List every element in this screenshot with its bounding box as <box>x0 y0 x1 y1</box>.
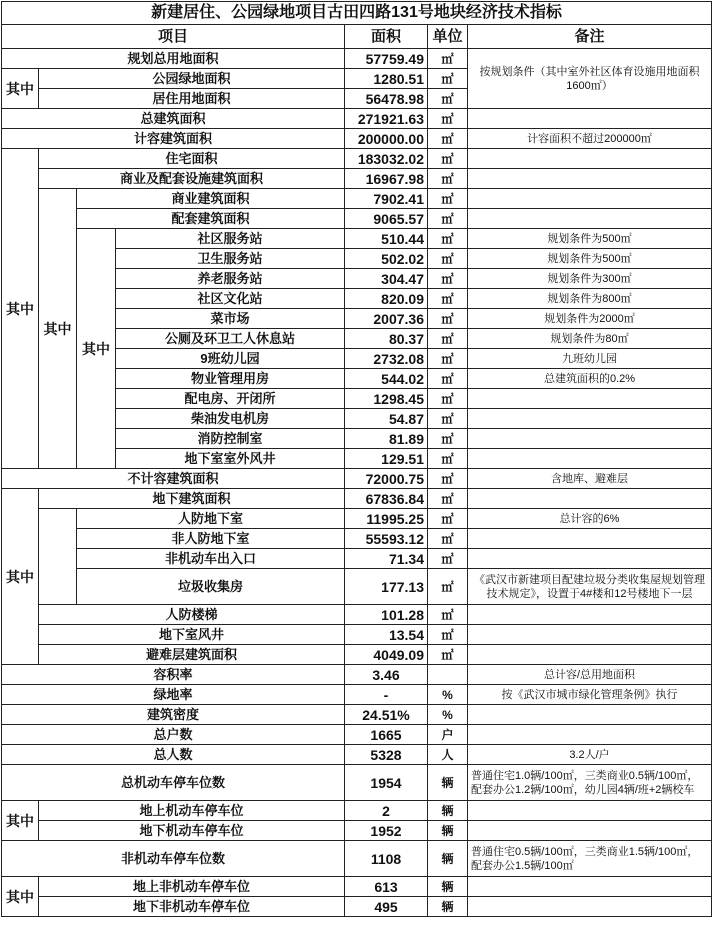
row-label: 绿地率 <box>2 685 345 705</box>
row-note-empty <box>468 149 712 169</box>
row-label: 建筑密度 <box>2 705 345 725</box>
row-unit: 人 <box>428 745 468 765</box>
row-note-empty <box>468 645 712 665</box>
row-note-empty <box>468 409 712 429</box>
row-label: 地下室室外风井 <box>116 449 345 469</box>
row-unit: ㎡ <box>428 349 468 369</box>
row-label: 地上非机动车停车位 <box>39 877 345 897</box>
row-note-empty <box>468 605 712 625</box>
row-value: 820.09 <box>345 289 428 309</box>
table-title: 新建居住、公园绿地项目古田四路131号地块经济技术指标 <box>2 2 712 25</box>
row-label: 物业管理用房 <box>116 369 345 389</box>
row-value: 3.46 <box>345 665 428 685</box>
row-value: 1298.45 <box>345 389 428 409</box>
row-note-empty <box>468 209 712 229</box>
row-note-empty <box>468 549 712 569</box>
row-value: 7902.41 <box>345 189 428 209</box>
row-value: 55593.12 <box>345 529 428 549</box>
row-label: 地下非机动车停车位 <box>39 897 345 917</box>
row-note: 含地库、避难层 <box>468 469 712 489</box>
row-label: 地上机动车停车位 <box>39 801 345 821</box>
indicator-table <box>1 1 712 917</box>
row-label: 非机动车停车位数 <box>2 841 345 877</box>
row-unit-empty <box>428 665 468 685</box>
group-label-supporting: 其中 <box>77 229 116 469</box>
row-note: 规划条件为500㎡ <box>468 229 712 249</box>
row-note: 规划条件为300㎡ <box>468 269 712 289</box>
row-unit: ㎡ <box>428 509 468 529</box>
row-note-empty <box>468 389 712 409</box>
row-unit: 辆 <box>428 765 468 801</box>
row-unit: ㎡ <box>428 229 468 249</box>
row-unit: ㎡ <box>428 309 468 329</box>
row-value: 544.02 <box>345 369 428 389</box>
row-label: 总建筑面积 <box>2 109 345 129</box>
row-unit: ㎡ <box>428 645 468 665</box>
row-value: 183032.02 <box>345 149 428 169</box>
row-note: 按规划条件（其中室外社区体育设施用地面积1600㎡） <box>468 49 712 109</box>
row-unit: 辆 <box>428 841 468 877</box>
row-value: 56478.98 <box>345 89 428 109</box>
row-label: 垃圾收集房 <box>77 569 345 605</box>
indent-spacer <box>39 509 77 605</box>
row-value: 101.28 <box>345 605 428 625</box>
row-value: 1108 <box>345 841 428 877</box>
row-unit: ㎡ <box>428 389 468 409</box>
row-note-empty <box>468 169 712 189</box>
row-value: 16967.98 <box>345 169 428 189</box>
row-value: 80.37 <box>345 329 428 349</box>
row-unit: ㎡ <box>428 189 468 209</box>
row-label: 养老服务站 <box>116 269 345 289</box>
row-value: 304.47 <box>345 269 428 289</box>
row-label: 住宅面积 <box>39 149 345 169</box>
row-unit: ㎡ <box>428 449 468 469</box>
row-value: 613 <box>345 877 428 897</box>
row-value: 71.34 <box>345 549 428 569</box>
row-note: 规划条件为500㎡ <box>468 249 712 269</box>
header-note: 备注 <box>468 25 712 49</box>
row-note: 规划条件为800㎡ <box>468 289 712 309</box>
group-label-site: 其中 <box>2 69 39 109</box>
row-unit: ㎡ <box>428 89 468 109</box>
row-unit: ㎡ <box>428 49 468 69</box>
row-value: 2732.08 <box>345 349 428 369</box>
row-value: 81.89 <box>345 429 428 449</box>
group-label-capacity: 其中 <box>2 149 39 469</box>
row-unit: ㎡ <box>428 149 468 169</box>
row-unit: ㎡ <box>428 429 468 449</box>
row-note: 规划条件为80㎡ <box>468 329 712 349</box>
row-value: 9065.57 <box>345 209 428 229</box>
row-value: 11995.25 <box>345 509 428 529</box>
row-note: 计容面积不超过200000㎡ <box>468 129 712 149</box>
row-unit: ㎡ <box>428 289 468 309</box>
row-unit: ㎡ <box>428 169 468 189</box>
row-unit: ㎡ <box>428 489 468 509</box>
row-value: 1665 <box>345 725 428 745</box>
row-value: 1280.51 <box>345 69 428 89</box>
group-label-commercial: 其中 <box>39 189 77 469</box>
row-label: 计容建筑面积 <box>2 129 345 149</box>
row-unit: % <box>428 705 468 725</box>
row-unit: ㎡ <box>428 549 468 569</box>
row-value: 1954 <box>345 765 428 801</box>
row-note-empty <box>468 821 712 841</box>
row-note-empty <box>468 109 712 129</box>
row-label: 人防楼梯 <box>39 605 345 625</box>
group-label-parking: 其中 <box>2 801 39 841</box>
row-label: 总户数 <box>2 725 345 745</box>
row-value: 200000.00 <box>345 129 428 149</box>
row-unit: % <box>428 685 468 705</box>
row-label: 菜市场 <box>116 309 345 329</box>
row-value: 510.44 <box>345 229 428 249</box>
row-value: 57759.49 <box>345 49 428 69</box>
row-note-empty <box>468 489 712 509</box>
row-label: 商业建筑面积 <box>77 189 345 209</box>
row-note-empty <box>468 801 712 821</box>
row-unit: 户 <box>428 725 468 745</box>
row-note: 普通住宅1.0辆/100㎡，三类商业0.5辆/100㎡，配套办公1.2辆/100㎡，幼儿园4辆/班+2辆校车 <box>468 765 712 801</box>
row-label: 公厕及环卫工人休息站 <box>116 329 345 349</box>
row-note: 《武汉市新建项目配建垃圾分类收集屋规划管理技术规定》，设置于4#楼和12号楼地下一层 <box>468 569 712 605</box>
row-unit: 辆 <box>428 801 468 821</box>
row-unit: ㎡ <box>428 409 468 429</box>
row-value: 5328 <box>345 745 428 765</box>
row-label: 总人数 <box>2 745 345 765</box>
row-unit: ㎡ <box>428 469 468 489</box>
row-note: 总计容/总用地面积 <box>468 665 712 685</box>
row-value: 72000.75 <box>345 469 428 489</box>
row-value: 502.02 <box>345 249 428 269</box>
row-note: 按《武汉市城市绿化管理条例》执行 <box>468 685 712 705</box>
row-unit: ㎡ <box>428 605 468 625</box>
row-label: 消防控制室 <box>116 429 345 449</box>
row-unit: ㎡ <box>428 329 468 349</box>
row-value: 13.54 <box>345 625 428 645</box>
row-label: 总机动车停车位数 <box>2 765 345 801</box>
row-note-empty <box>468 189 712 209</box>
group-label-bike-parking: 其中 <box>2 877 39 917</box>
row-value: - <box>345 685 428 705</box>
row-value: 1952 <box>345 821 428 841</box>
row-unit: ㎡ <box>428 109 468 129</box>
row-label: 社区文化站 <box>116 289 345 309</box>
row-label: 居住用地面积 <box>39 89 345 109</box>
row-unit: ㎡ <box>428 529 468 549</box>
row-label: 配电房、开闭所 <box>116 389 345 409</box>
row-value: 177.13 <box>345 569 428 605</box>
row-label: 不计容建筑面积 <box>2 469 345 489</box>
row-label: 地下机动车停车位 <box>39 821 345 841</box>
group-label-noncapacity: 其中 <box>2 489 39 665</box>
row-unit: 辆 <box>428 897 468 917</box>
row-label: 非人防地下室 <box>77 529 345 549</box>
row-value: 2007.36 <box>345 309 428 329</box>
row-value: 24.51% <box>345 705 428 725</box>
row-note: 3.2人/户 <box>468 745 712 765</box>
header-unit: 单位 <box>428 25 468 49</box>
row-value: 67836.84 <box>345 489 428 509</box>
row-label: 规划总用地面积 <box>2 49 345 69</box>
row-label: 公园绿地面积 <box>39 69 345 89</box>
row-unit: ㎡ <box>428 625 468 645</box>
row-unit: ㎡ <box>428 69 468 89</box>
row-label: 人防地下室 <box>77 509 345 529</box>
row-note: 规划条件为2000㎡ <box>468 309 712 329</box>
row-value: 271921.63 <box>345 109 428 129</box>
row-value: 4049.09 <box>345 645 428 665</box>
row-note: 总计容的6% <box>468 509 712 529</box>
row-note: 九班幼儿园 <box>468 349 712 369</box>
row-note-empty <box>468 429 712 449</box>
row-label: 社区服务站 <box>116 229 345 249</box>
row-note: 普通住宅0.5辆/100㎡，三类商业1.5辆/100㎡，配套办公1.5辆/100㎡ <box>468 841 712 877</box>
row-value: 54.87 <box>345 409 428 429</box>
row-note-empty <box>468 449 712 469</box>
row-unit: ㎡ <box>428 209 468 229</box>
row-unit: 辆 <box>428 821 468 841</box>
row-label: 地下室风井 <box>39 625 345 645</box>
row-label: 地下建筑面积 <box>39 489 345 509</box>
row-label: 非机动车出入口 <box>77 549 345 569</box>
row-unit: 辆 <box>428 877 468 897</box>
row-unit: ㎡ <box>428 569 468 605</box>
row-unit: ㎡ <box>428 269 468 289</box>
row-value: 129.51 <box>345 449 428 469</box>
header-item: 项目 <box>2 25 345 49</box>
header-area: 面积 <box>345 25 428 49</box>
row-unit: ㎡ <box>428 249 468 269</box>
row-unit: ㎡ <box>428 369 468 389</box>
row-label: 商业及配套设施建筑面积 <box>39 169 345 189</box>
row-note-empty <box>468 625 712 645</box>
row-value: 2 <box>345 801 428 821</box>
row-note-empty <box>468 725 712 745</box>
row-note-empty <box>468 529 712 549</box>
row-note: 总建筑面积的0.2% <box>468 369 712 389</box>
row-label: 容积率 <box>2 665 345 685</box>
row-value: 495 <box>345 897 428 917</box>
row-note-empty <box>468 877 712 897</box>
row-label: 9班幼儿园 <box>116 349 345 369</box>
row-label: 避难层建筑面积 <box>39 645 345 665</box>
row-note-empty <box>468 897 712 917</box>
row-label: 配套建筑面积 <box>77 209 345 229</box>
row-label: 卫生服务站 <box>116 249 345 269</box>
row-label: 柴油发电机房 <box>116 409 345 429</box>
row-unit: ㎡ <box>428 129 468 149</box>
row-note-empty <box>468 705 712 725</box>
